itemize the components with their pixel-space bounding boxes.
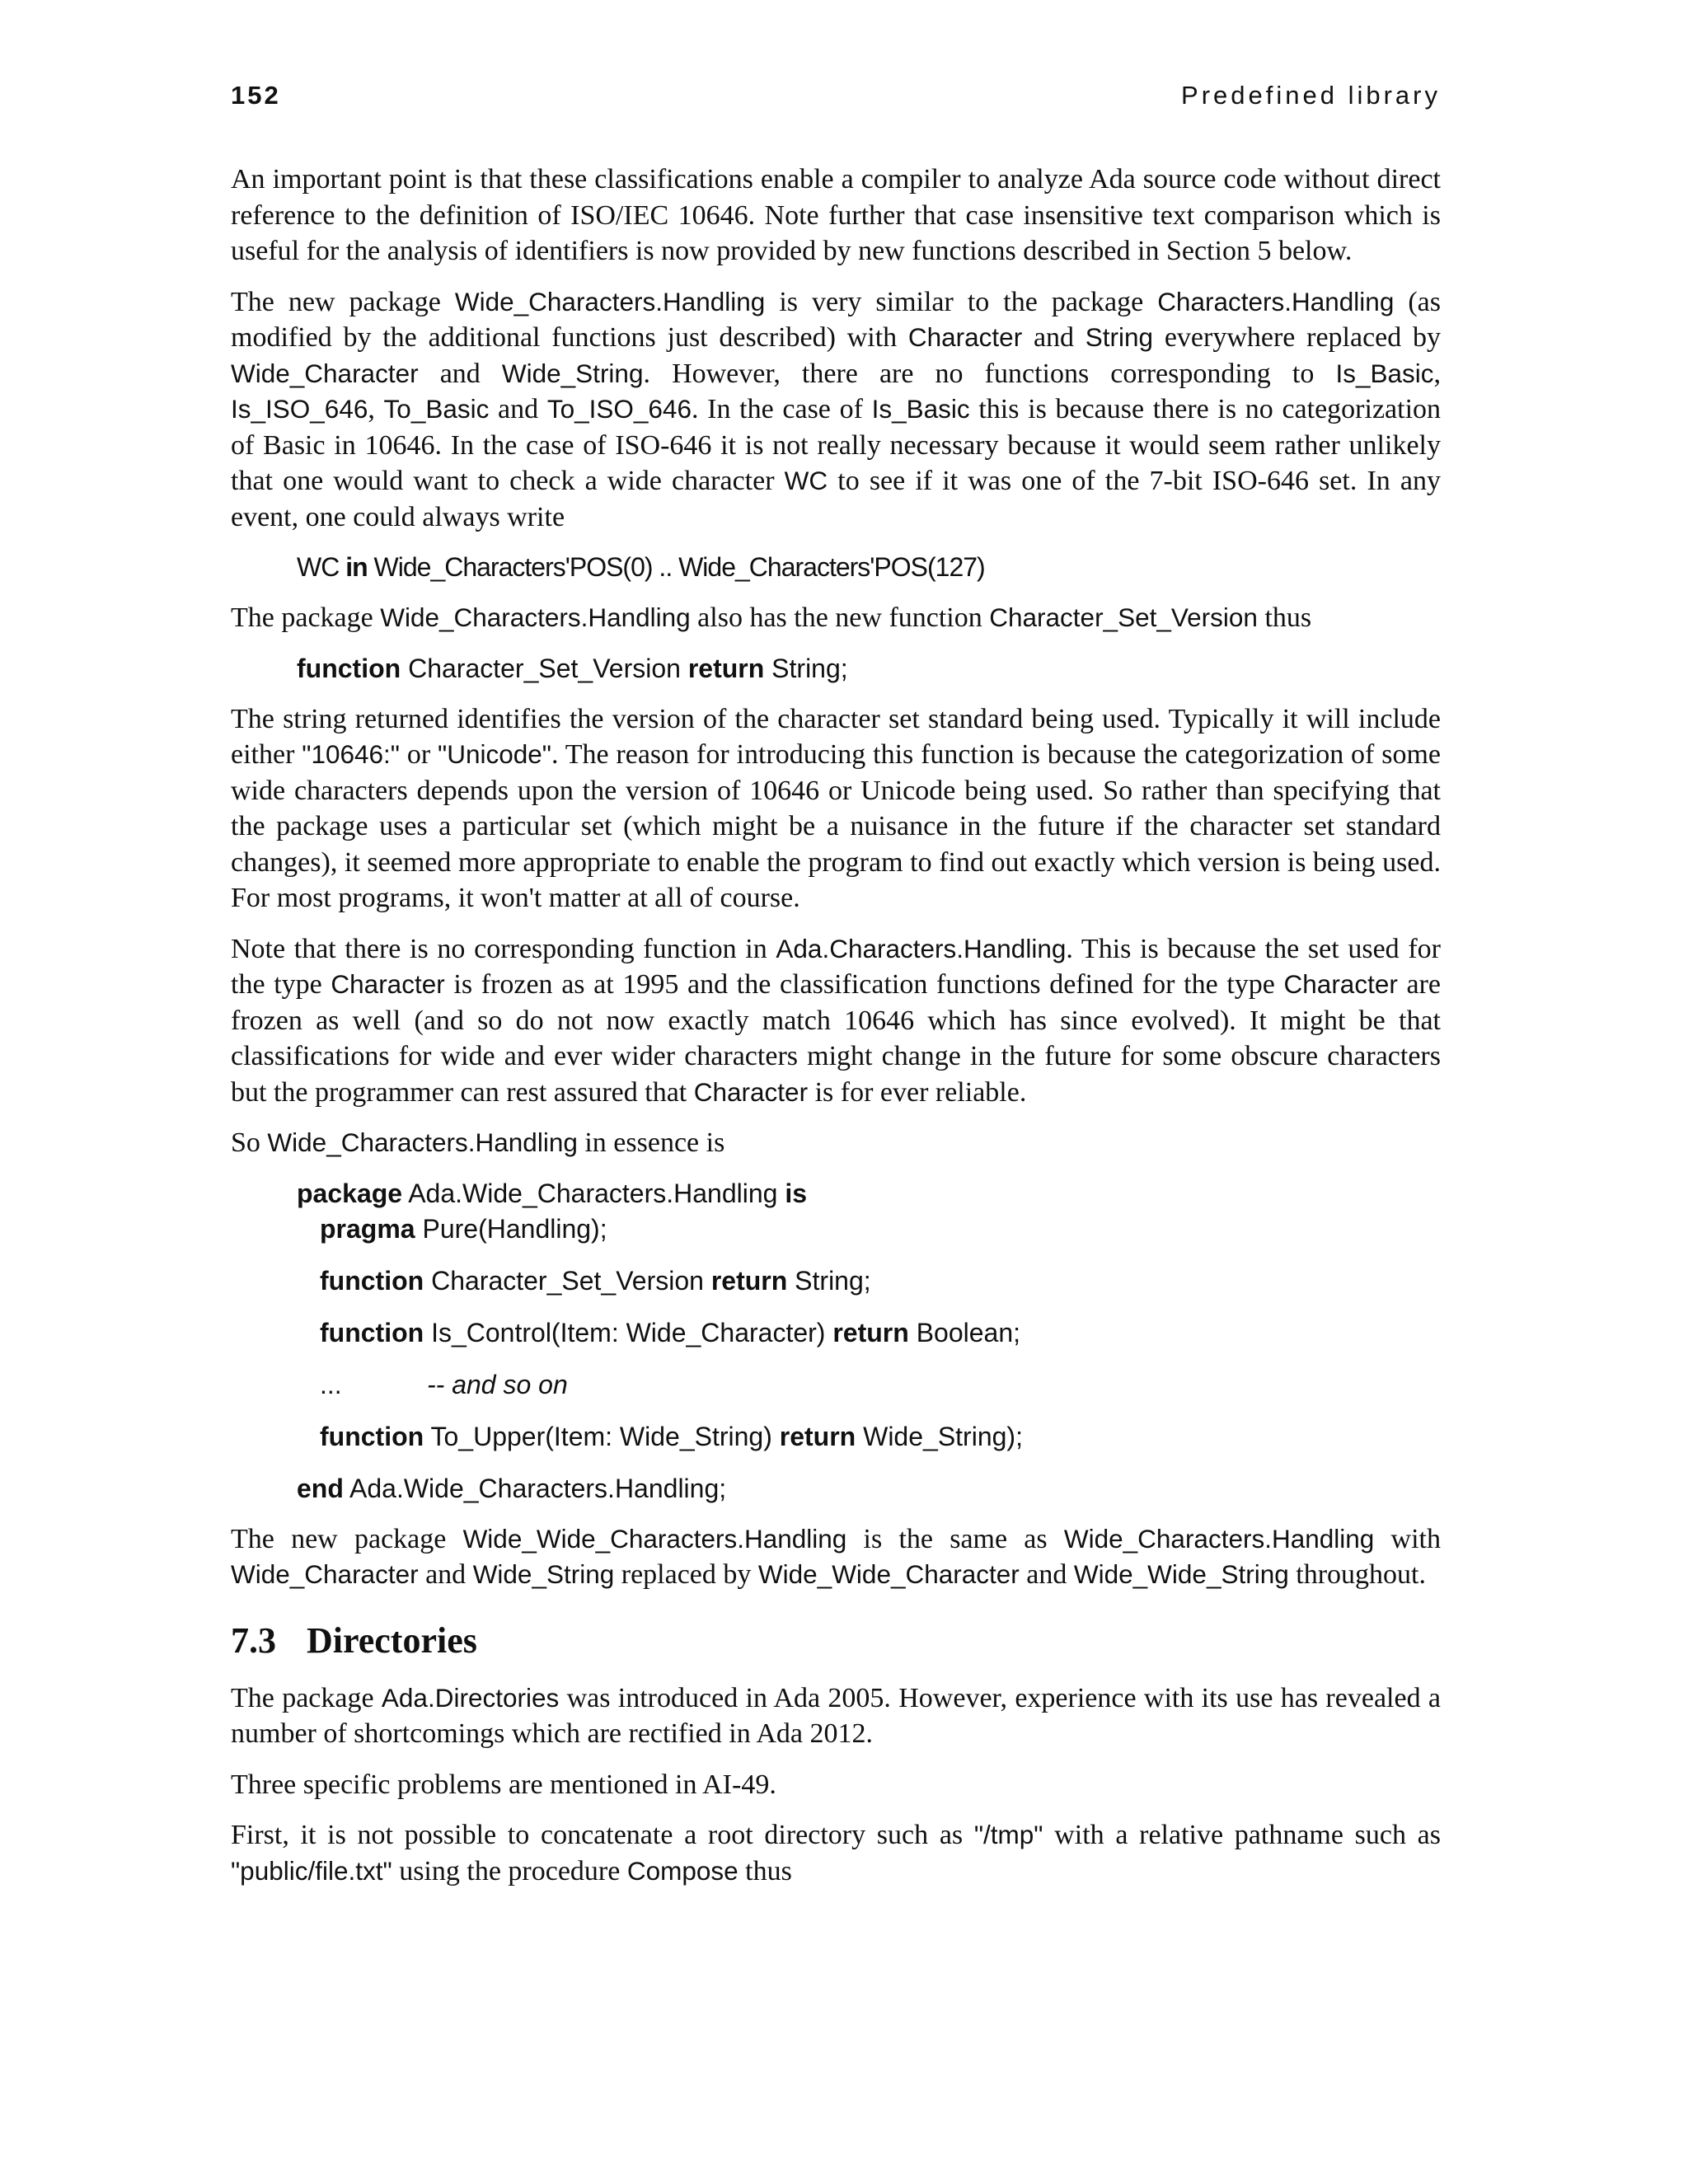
code-line-to-upper: function To_Upper(Item: Wide_String) return Wide_String); [320,1421,1023,1451]
code-line-ellipsis: ... -- and so on [320,1369,568,1399]
code-line-end: end Ada.Wide_Characters.Handling; [297,1473,727,1503]
paragraph-wide-wide-characters: The new package Wide_Wide_Characters.Handling is the same as Wide_Characters.Handling with Wide_Character and Wide_String replaced by Wide_Wide_Character and Wide_Wide_String throughout. [231,1523,1441,1590]
paragraph-wide-characters-handling: The new package Wide_Characters.Handling is very similar to the package Characters.Handling (as modified by the additional functions just described) with Character and String everywhere replaced by Wide_Character and Wide_String. However, there are no functions corresponding to Is_Basic, Is_ISO_646, To_Basic and To_ISO_646. In the case of Is_Basic this is because there is no categorization of Basic in 10646. In the case of ISO-646 it is not really necessary because it would seem rather unlikely that one would want to check a wide character WC to see if it was one of the 7-bit ISO-646 set. In any event, one could always write [231,286,1442,532]
paragraph-in-essence: So Wide_Characters.Handling in essence is [231,1127,725,1158]
paragraph-string-returned: The string returned identifies the version of the character set standard being used. Typically it will include either "10646:" or "Unicode". The reason for introducing this function is because the categorization of some wide characters depends upon the version of 10646 or Unicode being used. So rather than specifying that the package uses a particular set (which might be a nuisance in the future if the character set standard changes), it seemed more appropriate to enable the program to find out exactly which version is being used. For most programs, it won't matter at all of course. [231,703,1441,913]
code-package-listing [231,1176,1441,1507]
paragraph-ada-directories: The package Ada.Directories was introduced in Ada 2005. However, experience with its use has revealed a number of shortcomings which are rectified in Ada 2012. [231,1682,1441,1749]
code-line-pragma: pragma Pure(Handling); [320,1213,607,1244]
paragraph-no-corresponding-function: Note that there is no corresponding function in Ada.Characters.Handling. This is because the set used for the type Character is frozen as at 1995 and the classification functions defined for the type Character are frozen as well (and so do not now exactly match 10646 which has since evolved). It might be that classifications for wide and ever wider characters might change in the future for some obscure characters but the programmer can rest assured that Character is for ever reliable. [231,933,1442,1108]
paragraph-character-set-version: The package Wide_Characters.Handling also has the new function Character_Set_Version thus [231,602,1312,633]
page-body [231,162,1441,1904]
paragraph-three-problems: Three specific problems are mentioned in AI-49. [231,1769,776,1800]
page-number: 152 [231,81,281,110]
section-title: Directories [307,1619,477,1661]
code-line-package: package Ada.Wide_Characters.Handling is [297,1178,808,1208]
paragraph-classifications: An important point is that these classifications enable a compiler to analyze Ada source code without direct reference to the definition of ISO/IEC 10646. Note further that case insensitive text comparison which is useful for the analysis of identifiers is now provided by new functions described in Section 5 below. [231,164,1441,266]
section-heading [231,1618,1441,1664]
code-wc-range: WC in Wide_Characters'POS(0) .. Wide_Characters'POS(127) [297,552,985,582]
paragraph-compose: First, it is not possible to concatenate a root directory such as "/tmp" with a relative pathname such as "public/file.txt" using the procedure Compose thus [231,1820,1441,1886]
section-number: 7.3 [231,1619,276,1661]
code-line-character-set-version: function Character_Set_Version return String; [320,1265,871,1296]
page-header [231,81,1441,117]
code-character-set-version: function Character_Set_Version return String; [297,653,848,683]
running-title: Predefined library [1181,81,1441,110]
code-line-is-control: function Is_Control(Item: Wide_Character) return Boolean; [320,1317,1021,1347]
